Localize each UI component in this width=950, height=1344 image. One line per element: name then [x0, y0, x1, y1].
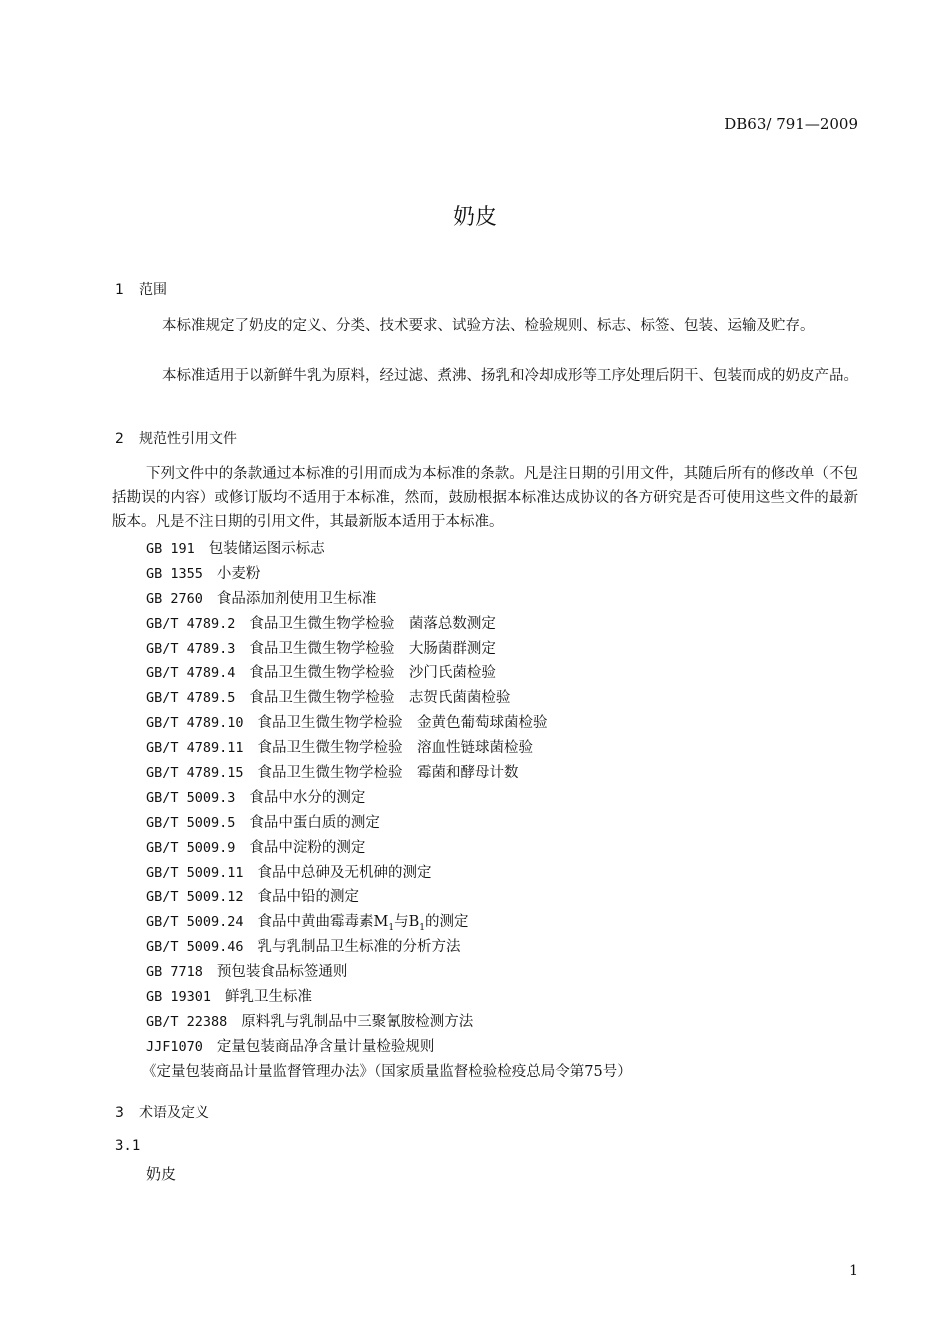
reference-code: GB 7718 — [146, 964, 203, 981]
reference-title: 食品添加剂使用卫生标准 — [216, 590, 377, 607]
reference-code: GB/T 4789.2 — [146, 615, 236, 632]
reference-code: GB/T 5009.3 — [146, 789, 236, 806]
reference-title: 乳与乳制品卫生标准的分析方法 — [257, 939, 461, 956]
section-heading-normative-refs — [115, 428, 237, 448]
reference-title: 定量包装商品净含量计量检验规则 — [216, 1038, 435, 1055]
scope-paragraph-2: 本标准适用于以新鲜牛乳为原料，经过滤、煮沸、扬乳和冷却成形等工序处理后阴干、包装而成的奶皮产品。 — [162, 368, 858, 384]
reference-title: 食品卫生微生物学检验 金黄色葡萄球菌检验 — [257, 715, 548, 732]
reference-code: GB/T 22388 — [146, 1013, 228, 1030]
reference-title: 食品中总砷及无机砷的测定 — [257, 864, 432, 881]
reference-code: GB/T 5009.24 — [146, 914, 244, 931]
reference-item — [146, 686, 632, 711]
reference-code: GB/T 5009.5 — [146, 814, 236, 831]
reference-title: 小麦粉 — [216, 565, 261, 582]
reference-code: GB 19301 — [146, 989, 212, 1006]
reference-code: GB/T 4789.11 — [146, 740, 244, 757]
reference-title: 食品中铅的测定 — [257, 889, 360, 906]
reference-code: GB/T 4789.3 — [146, 640, 236, 657]
term-name: 奶皮 — [146, 1165, 177, 1183]
reference-title: 食品卫生微生物学检验 霉菌和酵母计数 — [257, 765, 519, 782]
reference-title: 食品卫生微生物学检验 大肠菌群测定 — [249, 640, 496, 657]
reference-item — [146, 562, 632, 587]
reference-code: GB 2760 — [146, 590, 203, 607]
reference-code: GB/T 4789.15 — [146, 765, 244, 782]
reference-item — [146, 910, 632, 935]
reference-code: GB 1355 — [146, 565, 203, 582]
section-title: 规范性引用文件 — [139, 431, 237, 447]
reference-item — [146, 786, 632, 811]
reference-item — [146, 811, 632, 836]
reference-item — [146, 612, 632, 637]
normative-refs-intro: 下列文件中的条款通过本标准的引用而成为本标准的条款。凡是注日期的引用文件，其随后所有的修改单（不包括勘误的内容）或修订版均不适用于本标准，然而，鼓励根据本标准达成协议的各方研究是否可使用这些文件的最新版本。凡是不注日期的引用文件，其最新版本适用于本标准。 — [112, 466, 858, 530]
reference-title: 鲜乳卫生标准 — [225, 989, 313, 1006]
reference-title: 食品中黄曲霉毒素$M_1$与$B_1$的测定 — [257, 914, 469, 934]
section-heading-scope — [115, 279, 167, 299]
reference-item — [146, 1035, 632, 1060]
reference-code: GB/T 4789.5 — [146, 690, 236, 707]
reference-title: 预包装食品标签通则 — [216, 964, 348, 981]
term-number: 3.1 — [115, 1138, 141, 1154]
document-title: 奶皮 — [452, 205, 497, 230]
reference-code: GB 191 — [146, 541, 195, 557]
reference-title: 食品中水分的测定 — [249, 789, 366, 806]
reference-item — [146, 935, 632, 960]
reference-list — [142, 537, 632, 1085]
reference-code: GB/T 4789.10 — [146, 715, 244, 732]
section-heading-terms — [115, 1102, 209, 1122]
reference-title: 食品中淀粉的测定 — [249, 839, 366, 856]
reference-title: 包装储运图示标志 — [208, 541, 325, 557]
reference-code: GB/T 5009.11 — [146, 864, 244, 881]
reference-code: GB/T 5009.46 — [146, 939, 244, 956]
reference-code: GB/T 4789.4 — [146, 665, 236, 682]
standard-code: DB63/ 791—2009 — [724, 115, 858, 133]
reference-title: 原料乳与乳制品中三聚氰胺检测方法 — [241, 1013, 474, 1030]
reference-item — [146, 637, 632, 662]
reference-code: GB/T 5009.12 — [146, 889, 244, 906]
reference-item — [146, 861, 632, 886]
reference-item — [146, 1010, 632, 1035]
regulation-reference: 《定量包装商品计量监督管理办法》（国家质量监督检验检疫总局令第75号） — [142, 1063, 632, 1080]
reference-title: 食品卫生微生物学检验 菌落总数测定 — [249, 615, 496, 632]
reference-title: 食品卫生微生物学检验 沙门氏菌检验 — [249, 665, 496, 682]
reference-title: 食品中蛋白质的测定 — [249, 814, 380, 831]
section-number: 1 — [115, 282, 124, 298]
reference-item — [146, 885, 632, 910]
section-number: 3 — [115, 1105, 124, 1121]
reference-code: GB/T 5009.9 — [146, 839, 236, 856]
reference-title: 食品卫生微生物学检验 溶血性链球菌检验 — [257, 740, 534, 757]
reference-title: 食品卫生微生物学检验 志贺氏菌菌检验 — [249, 690, 511, 707]
reference-code: JJF1070 — [146, 1038, 203, 1055]
scope-paragraph-1: 本标准规定了奶皮的定义、分类、技术要求、试验方法、检验规则、标志、标签、包装、运输及贮存。 — [162, 318, 815, 334]
reference-item — [146, 587, 632, 612]
reference-item — [146, 836, 632, 861]
reference-item — [146, 711, 632, 736]
reference-item — [146, 960, 632, 985]
section-title: 术语及定义 — [139, 1105, 209, 1121]
section-title: 范围 — [139, 282, 167, 298]
reference-item — [146, 985, 632, 1010]
reference-item — [146, 537, 632, 562]
section-number: 2 — [115, 431, 124, 447]
page-number: 1 — [849, 1263, 858, 1279]
reference-item — [146, 661, 632, 686]
reference-item — [146, 761, 632, 786]
reference-item — [146, 736, 632, 761]
